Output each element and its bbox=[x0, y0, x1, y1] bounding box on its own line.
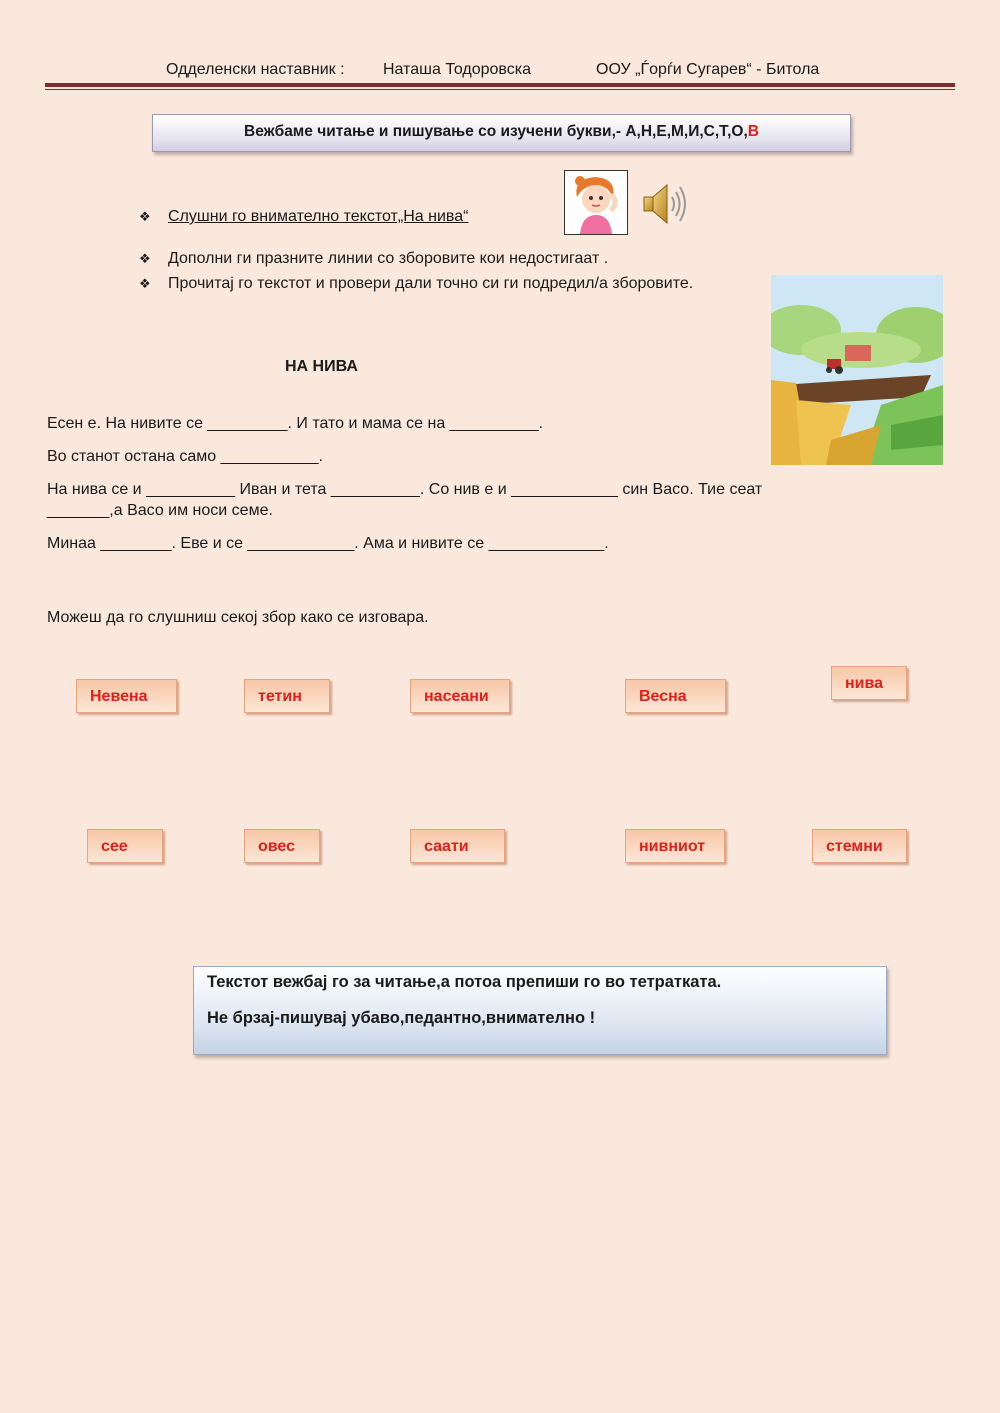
word-button[interactable]: насеани bbox=[410, 679, 510, 713]
field-tractor-picture bbox=[771, 275, 943, 465]
word-button[interactable]: сее bbox=[87, 829, 163, 863]
story-line-1: Есен е. На нивите се _________. И тато и мама се на __________. bbox=[47, 415, 544, 432]
title-text: Вежбаме читање и пишување со изучени букви,- А,Н,Е,М,И,С,Т,О, bbox=[244, 123, 748, 140]
word-button[interactable]: нивниот bbox=[625, 829, 725, 863]
story-line-2: Во станот остана само ___________. bbox=[47, 448, 323, 465]
bullet-icon: ❖ bbox=[139, 276, 151, 291]
school-name: ООУ „Ѓорѓи Сугарев“ - Битола bbox=[596, 61, 820, 78]
story-line-4: _______,а Васо им носи семе. bbox=[47, 502, 273, 519]
instruction-listen bbox=[139, 208, 468, 226]
instruction-read-text: Прочитај го текстот и провери дали точно си ги подредил/а зборовите. bbox=[168, 275, 694, 292]
instruction-listen-text: Слушни го внимателно текстот„На нива“ bbox=[168, 208, 469, 225]
practice-tip-box bbox=[193, 966, 887, 1055]
story-title: НА НИВА bbox=[285, 358, 358, 375]
word-button[interactable]: овес bbox=[244, 829, 320, 863]
title-highlight-letter: В bbox=[747, 123, 759, 140]
header-divider bbox=[45, 83, 955, 87]
bullet-icon: ❖ bbox=[139, 209, 151, 224]
word-button[interactable]: саати bbox=[410, 829, 505, 863]
story-line-5: Минаа ________. Еве и се ____________. Ама и нивите се _____________. bbox=[47, 535, 609, 552]
word-button[interactable]: Невена bbox=[76, 679, 177, 713]
word-button[interactable]: стемни bbox=[812, 829, 907, 863]
bullet-icon: ❖ bbox=[139, 251, 151, 266]
tip-line-2: Не брзај-пишувај убаво,педантно,внимателно ! bbox=[207, 1009, 596, 1027]
instruction-read bbox=[139, 275, 693, 293]
word-button[interactable]: тетин bbox=[244, 679, 330, 713]
listen-note: Можеш да го слушниш секој збор како се изговара. bbox=[47, 609, 429, 626]
story-line-3: На нива се и __________ Иван и тета __________. Со нив е и ____________ син Васо. Тие сеат bbox=[47, 481, 763, 498]
instruction-fill-text: Дополни ги празните линии со зборовите кои недостигаат . bbox=[168, 250, 609, 267]
teacher-name: Наташа Тодоровска bbox=[383, 61, 531, 78]
tip-line-1: Текстот вежбај го за читање,а потоа препиши го во тетратката. bbox=[207, 973, 722, 991]
word-button[interactable]: нива bbox=[831, 666, 907, 700]
page-title bbox=[152, 114, 851, 152]
header-divider-thin bbox=[45, 89, 955, 90]
speaker-icon[interactable] bbox=[641, 180, 691, 228]
instruction-fill bbox=[139, 250, 608, 268]
girl-listening-icon bbox=[564, 170, 628, 235]
word-button[interactable]: Весна bbox=[625, 679, 726, 713]
teacher-label: Одделенски наставник : bbox=[166, 61, 345, 78]
